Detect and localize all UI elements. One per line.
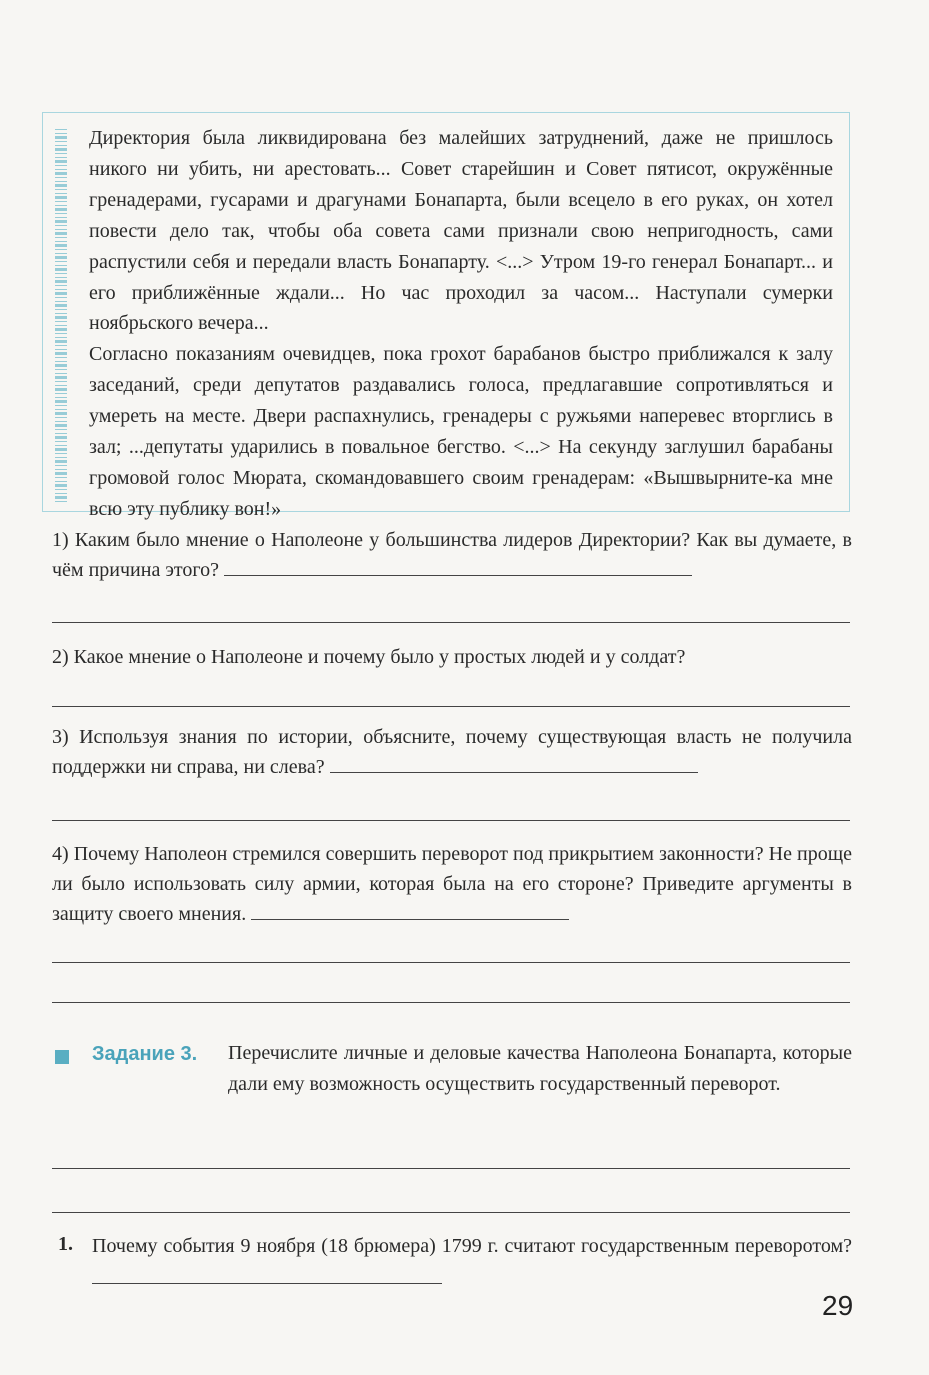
answer-line-q1-inline[interactable]: [224, 557, 692, 576]
question-3: 3) Используя знания по истории, объясните, почему существующая власть не получила поддержки ни справа, ни слева?: [52, 726, 852, 778]
answer-line-task3-1[interactable]: [52, 1168, 850, 1169]
page-number: 29: [822, 1290, 854, 1321]
quote-paragraph-2: Согласно показаниям очевидцев, пока грохот барабанов быстро приближался к залу заседаний, среди депутатов раздавались голоса, предлагавшие сопротивляться и умереть на месте. Двери распахнулись, гренадеры с ружьями наперевес вторглись в зал; ...депутаты ударились в повальное бегство. <...> На секунду заглушил барабаны громовой голос Мюрата, скомандовавшего своим гренадерам: «Вышвырните-ка мне всю эту публику вон!»: [89, 343, 833, 520]
source-quote-box: [42, 112, 850, 520]
answer-line-item1-inline[interactable]: [92, 1265, 442, 1284]
answer-line-q1[interactable]: [52, 622, 850, 623]
decorative-border: [55, 127, 67, 503]
answer-line-q4-2[interactable]: [52, 1002, 850, 1003]
answer-line-task3-2[interactable]: [52, 1212, 850, 1213]
task-marker-icon: [55, 1050, 69, 1064]
item-1-number: 1.: [58, 1233, 73, 1255]
answer-line-q3-inline[interactable]: [330, 754, 698, 773]
task-3-label: Задание 3.: [92, 1043, 198, 1065]
task-3-text: Перечислите личные и деловые качества Наполеона Бонапарта, которые дали ему возможность осуществить государственный переворот.: [228, 1042, 852, 1095]
source-quote-text: [89, 123, 833, 525]
question-4: 4) Почему Наполеон стремился совершить переворот под прикрытием законности? Не проще ли было использовать силу армии, которая была на его стороне? Приведите аргументы в защиту своего мнения.: [52, 843, 852, 925]
answer-line-q3[interactable]: [52, 820, 850, 821]
quote-paragraph-1: Директория была ликвидирована без малейших затруднений, даже не пришлось никого ни убить, ни арестовать... Совет старейшин и Совет пятисот, окружённые гренадерами, гусарами и драгунами Бонапарта, были всецело в его руках, он хотел повести дело так, чтобы оба совета сами признали свою непригодность, сами распустили себя и передали власть Бонапарту. <...> Утром 19-го генерал Бонапарт... и его приближённые ждали... Но час проходил за часом... Наступали сумерки ноябрьского вечера...: [89, 127, 833, 335]
item-1-question: Почему события 9 ноября (18 брюмера) 1799 г. считают государственным переворотом?: [92, 1230, 852, 1294]
answer-line-q4-1[interactable]: [52, 962, 850, 963]
answer-line-q2[interactable]: [52, 706, 850, 707]
question-1: 1) Каким было мнение о Наполеоне у большинства лидеров Директории? Как вы думаете, в чём причина этого?: [52, 529, 852, 581]
question-2: 2) Какое мнение о Наполеоне и почему было у простых людей и у солдат?: [52, 646, 686, 668]
answer-line-q4-inline[interactable]: [251, 901, 569, 920]
